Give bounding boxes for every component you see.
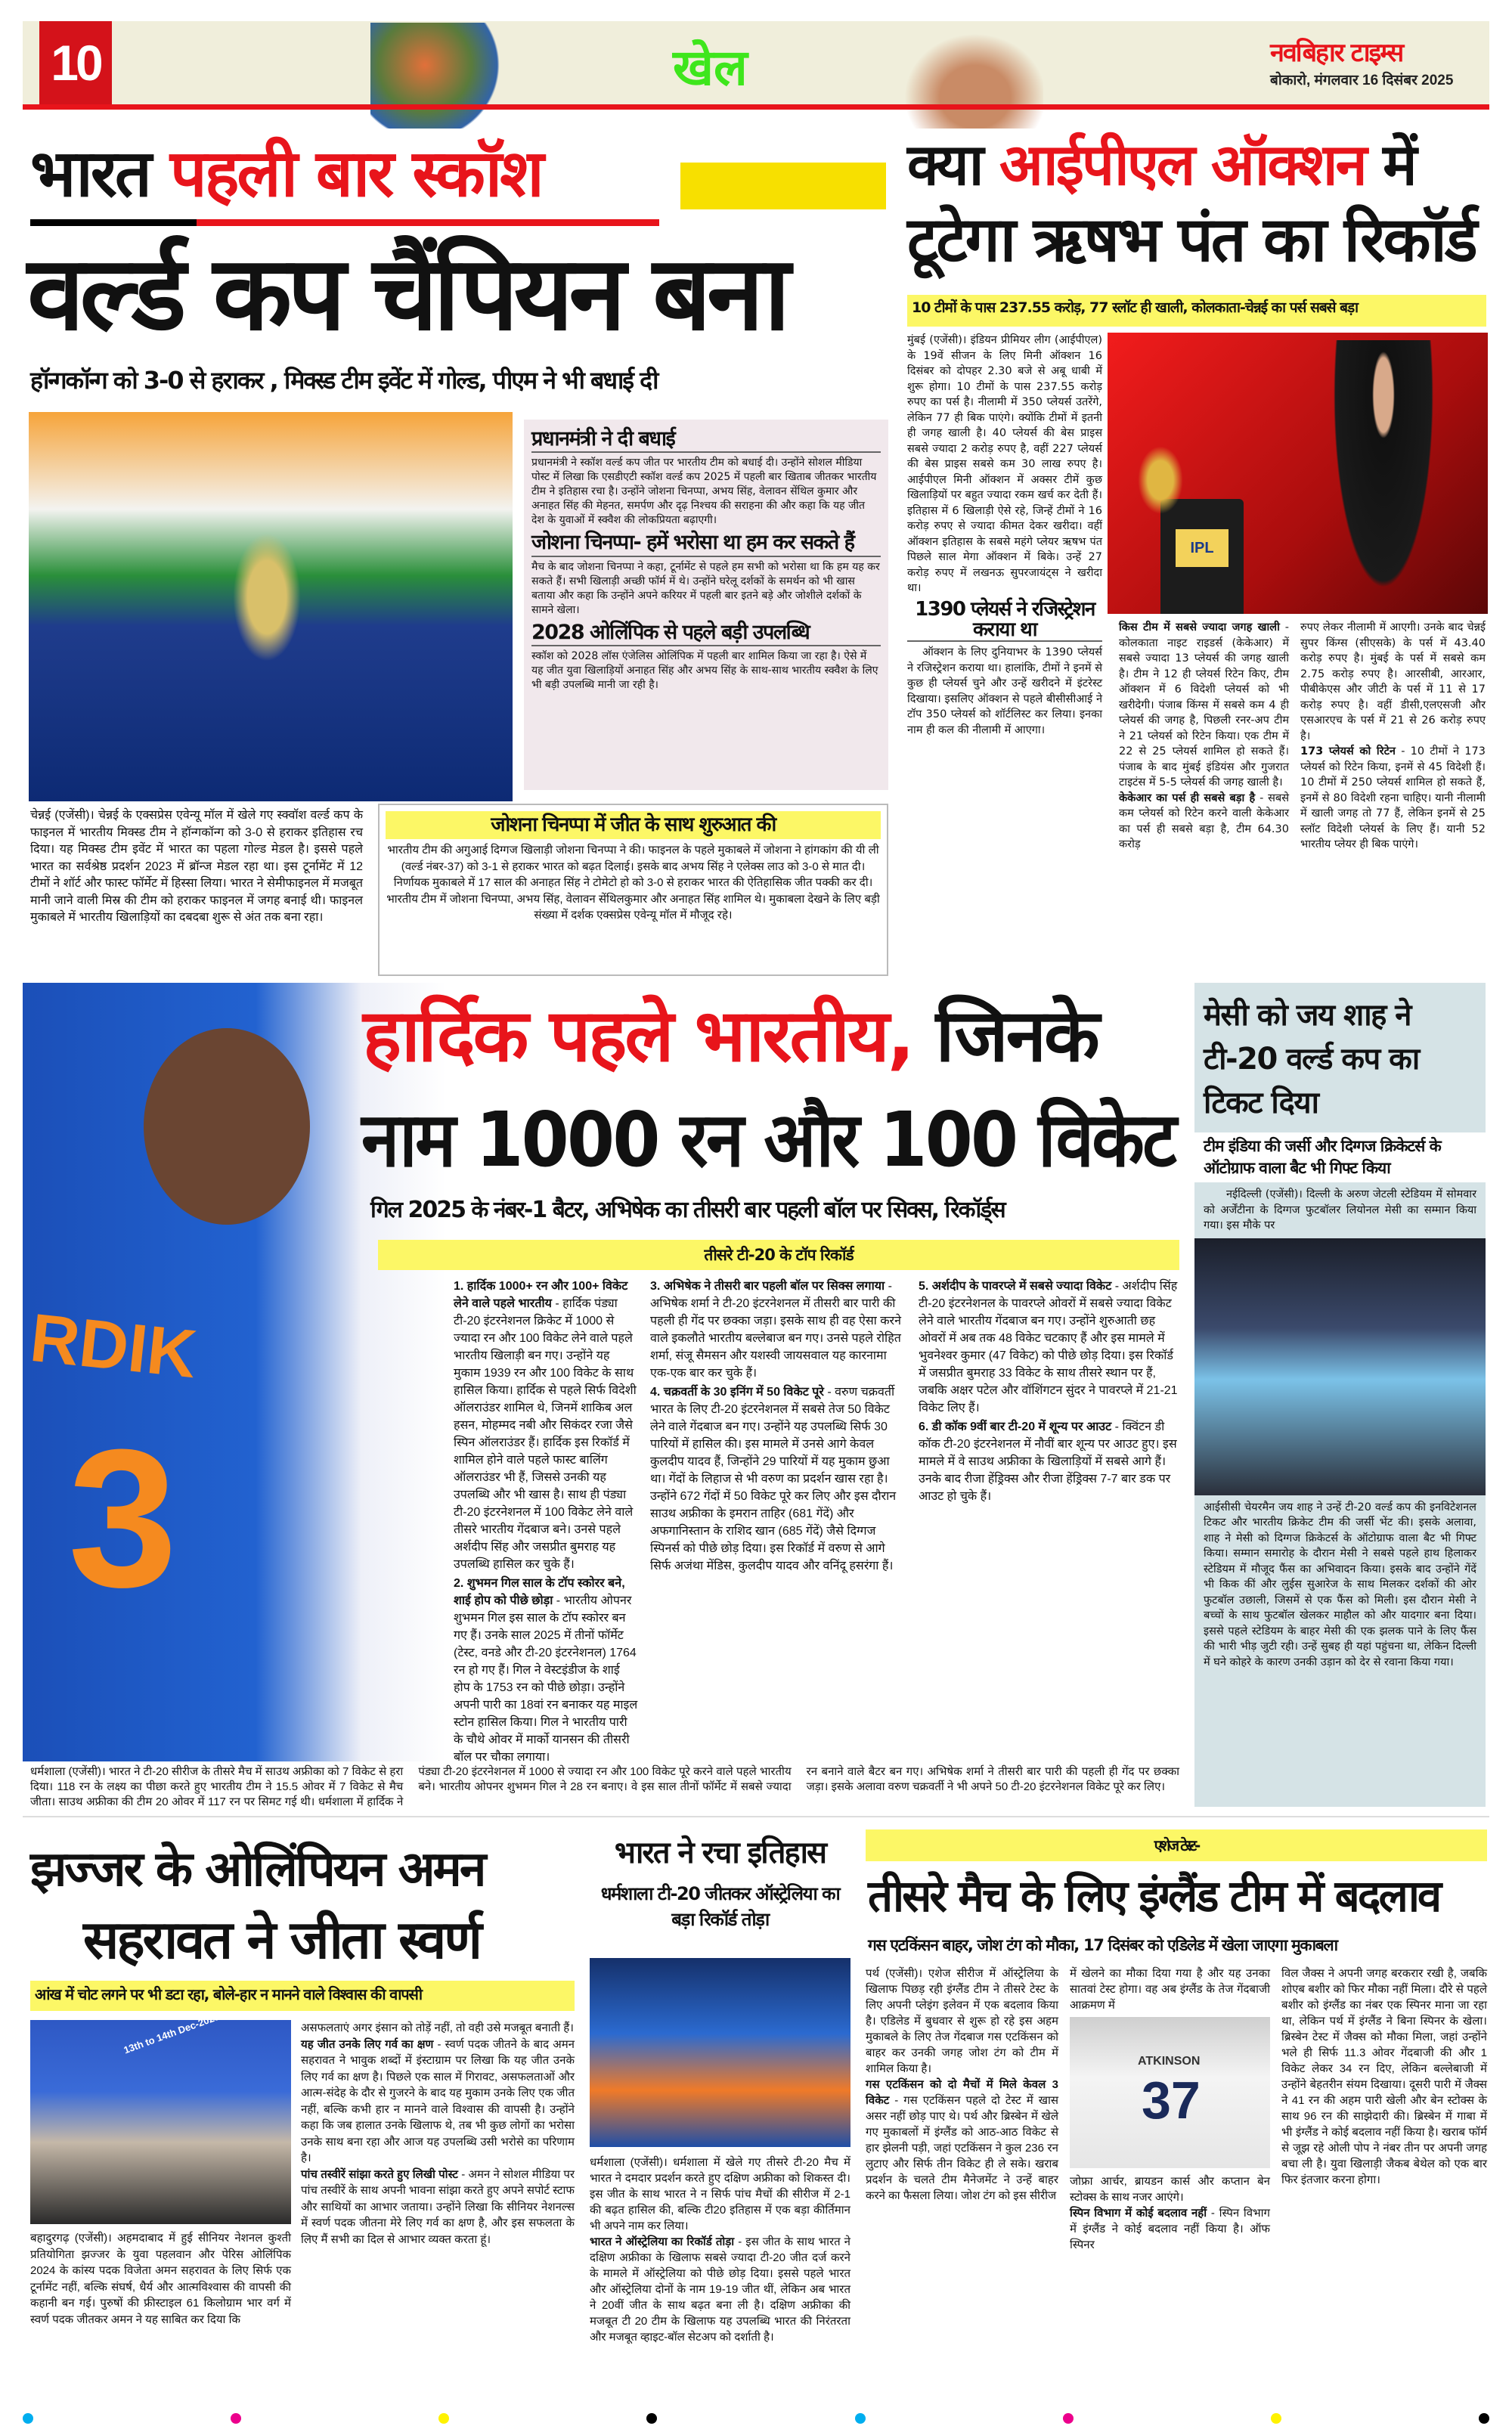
lead: 173 प्लेयर्स को रिटेन [1300,745,1396,758]
ipl-strap-text: 10 टीमों के पास 237.55 करोड़, 77 स्लॉट ही खाली, कोलकाता-चेन्नई का पर्स सबसे बड़ा [912,299,1359,316]
ipl-col1-subhead: 1390 प्लेयर्स ने रजिस्ट्रेशन कराया था [907,600,1102,643]
aman-body-b [301,2020,575,2393]
text: - अमन ने सोशल मीडिया पर पांच तस्वीरें के साथ अपनी भावना सांझा करते हुए अपने सपोर्ट स्टाफ और साथियों का आभार जताया। उन्होंने लिखा कि सीनियर नेशनल्स में स्वर्ण पदक जीतना मेरे लिए गर्व का क्षण है, और इस सफलता के लिए मैं सभी का दिल से आभार व्यक्त करता हूं। [301,2167,575,2246]
registration-dot [438,2413,449,2424]
messi-headline: मेसी को जय शाह ने टी-20 वर्ल्ड कप का टिकट दिया [1204,998,1419,1120]
hardik-subhead [370,1198,1183,1222]
player-head [144,1028,310,1225]
text: जोफ्रा आर्चर, ब्रायडन कार्स और कप्तान बेन स्टोक्स के साथ नजर आएंगे। [1070,2175,1270,2204]
aman-strap [30,1981,575,2011]
trophy-icon [1138,446,1183,514]
headline-part: भारत [30,136,150,212]
josna-box-title-text: जोशना चिनप्पा में जीत के साथ शुरुआत की [491,813,776,836]
headline-line: तीसरे मैच के लिए इंग्लैंड टीम में बदलाव [868,1870,1440,1922]
team-celebration-photo [590,1958,850,2147]
aman-body-a: बहादुरगढ़ (एजेंसी)। अहमदाबाद में हुई सीनियर नेशनल कुश्ती प्रतियोगिता झज्जर के युवा पहलवान और पेरिस ओलिंपिक 2024 के कांस्य पदक विजेता अमन सहरावत के लिए सिर्फ एक टूर्नामेंट नहीं, बल्कि संघर्ष, धैर्य और आत्मविश्वास की वापसी की कहानी बन गई। पुरुषों की फ्रीस्टाइल 61 किलोग्राम भार वर्ग में स्वर्ण पदक जीतकर अमन ने यह साबित कर दिया कि [30,2232,291,2326]
messi-box [1194,983,1486,1807]
record-item [454,1575,639,1766]
records-col2 [650,1278,907,1755]
record-item [650,1278,907,1382]
subhead-text: गस एटकिंसन बाहर, जोश टंग को मौका, 17 दिसंबर को एडिलेड में खेला जाएगा मुकाबला [868,1936,1337,1954]
josna-box-title [386,811,881,839]
text: - स्वर्ण पदक जीतने के बाद अमन सहरावत ने भावुक शब्दों में इंस्टाग्राम पर लिखा कि यह जीत उनके लिए गर्व का क्षण है। पिछले एक साल में गिरावट, असफलताओं और आत्म-संदेह के दौर से गुजरने के बाद यह मुकाम उनके लिए एक जीत नहीं, बल्कि कभी हार न मानने वाले विश्वास की वापसी है। उन्होंने कहा कि जब हालात उनके खिलाफ थे, तब भी कुछ लोगों का भरोसा उनके साथ बना रहा और आज यह उपलब्धि उसी भरोसे का परिणाम है। [301,2037,575,2164]
masthead [1270,34,1482,69]
registration-dot [231,2413,241,2424]
registration-marks [23,2413,1489,2424]
text: असफलताएं अगर इंसान को तोड़ें नहीं, तो वही उसे मजबूत बनाती हैं। [301,2022,574,2034]
section-divider [23,1816,1489,1817]
lead: स्पिन विभाग में कोई बदलाव नहीं [1070,2207,1207,2220]
headline-part: में [1383,131,1415,198]
josna-box-text: भारतीय टीम की अगुआई दिग्गज खिलाड़ी जोशना चिनप्पा ने की। फाइनल के पहले मुकाबले में जोशना ने हांगकांग की यी ली (वर्ल्ड नंबर-37) को 3-1 से हराकर भारत को बढ़त दिलाई। इसके बाद अभय सिंह ने एलेक्स लाउ को 3-0 से मात दी। निर्णायक मुकाबले में 17 साल की अनाहत सिंह ने टोमेटो हो को 3-0 से हराकर भारत की ऐतिहासिक जीत पक्की कर दी। भारतीय टीम में जोशना चिनप्पा, अभय सिंह, वेलावन सेंथिलकुमार और अनाहत सिंह शामिल थे। मुकाबला देखने के लिए बड़ी संख्या में दर्शक एक्सप्रेस एवेन्यू मॉल में मौजूद रहे। [386,844,880,922]
headline-line: सहरावत ने जीता स्वर्ण [83,1909,480,1971]
text: रुपए लेकर नीलामी में आएगी। उनके बाद चेन्नई सुपर किंग्स (सीएसके) के पर्स में 43.40 करोड़ रुपए है। मुंबई के पर्स में सबसे कम 2.75 करोड़ रुपए है। आरसीबी, आरआर, पीबीकेएस और जीटी के पर्स में 11 से 17 करोड़ रुपए है। वहीं डीसी,एलएसजी और एसआरएच के पर्स में 21 से 26 करोड़ रुपए है। [1300,621,1486,742]
messi-subhead: टीम इंडिया की जर्सी और दिग्गज क्रिकेटर्स के ऑटोग्राफ वाला बैट भी गिफ्ट किया [1194,1132,1486,1182]
headline-part-red: हार्दिक पहले भारतीय, [363,993,913,1078]
ashes-col2-bottom [1070,2173,1270,2396]
headline-accent-box [680,163,886,209]
ipl-headline-line2 [907,204,1486,276]
lead: 1. हार्दिक 1000+ रन और 100+ विकेट लेने वाले पहले भारतीय [454,1280,628,1310]
sidebar-title [531,429,881,453]
dharamshala-subhead: धर्मशाला टी-20 जीतकर ऑस्ट्रेलिया का बड़ा रिकॉर्ड तोड़ा [600,1883,840,1930]
hardik-headline-line2 [361,1095,1183,1184]
text: - वरुण चक्रवर्ती भारत के लिए टी-20 इंटरनेशनल में सबसे तेज 50 विकेट लेने वाले गेंदबाज बन गए। उन्होंने यह उपलब्धि सिर्फ 30 पारियों में हासिल की। इस मामले में उनसे आगे केवल कुलदीप यादव हैं, जिन्होंने 29 पारियों में यह मुकाम छुआ था। गेंदों के लिहाज से भी वरुण का प्रदर्शन खास रहा है। उन्होंने 672 गेंदों में 50 विकेट पूरे कर लिए और इस दौरान साउथ अफ्रीका के इमरान ताहिर (681 गेंदें) और अफगानिस्तान के राशिद खान (685 गेंदें) जैसे दिग्गज स्पिनर्स को पीछे छोड़ दिया। इस रिकॉर्ड में वरुण से आगे सिर्फ अजंथा मेंडिस, कुलदीप यादव और वनिंदू हसरंगा हैं। [650,1386,897,1572]
ipl-auctioneer-photo [1108,333,1488,614]
subhead-text: हॉन्गकॉन्ग को 3-0 से हराकर , मिक्स्ड टीम इवेंट में गोल्ड, पीएम ने भी बधाई दी [30,366,658,395]
records-col1 [454,1278,639,1764]
lead: 6. डी कॉक 9वीं बार टी-20 में शून्य पर आउट [919,1421,1112,1433]
lead: 3. अभिषेक ने तीसरी बार पहली बॉल पर सिक्स लगाया [650,1280,885,1293]
aman-strap-text: आंख में चोट लगने पर भी डटा रहा, बोले-हार न मानने वाले विश्वास की वापसी [35,1985,422,2003]
text: - स्पिन विभाग में इंग्लैंड ने कोई बदलाव नहीं किया है। ऑफ स्पिनर [1070,2207,1271,2251]
ashes-headline [868,1870,1486,1922]
messi-jersey-photo [1194,1238,1486,1495]
atkinson-photo [1070,2017,1270,2168]
text: - हार्दिक पंड्या टी-20 इंटरनेशनल क्रिकेट में 1000 से ज्यादा रन और 100 विकेट लेने वाले पहले भारतीय खिलाड़ी बन गए। उन्होंने यह मुकाम 1939 रन और 100 विकेट के साथ हासिल किया। हार्दिक से पहले सिर्फ विदेशी ऑलराउंडर शामिल थे, जिनमें शाकिब अल हसन, मोहम्मद नबी और सिकंदर रजा जैसे स्पिन ऑलराउंडर हैं। हार्दिक इस रिकॉर्ड में शामिल होने वाले पहले फास्ट बालिंग ऑलराउंडर भी हैं, जिससे उनकी यह उपलब्धि और भी खास है। साथ ही पंड्या टी-20 इंटरनेशनल में 100 विकेट लेने वाले तीसरे भारतीय गेंदबाज बने। उनसे पहले अर्शदीप सिंह और जसप्रीत बुमराह यह उपलब्धि हासिल कर चुके हैं। [454,1297,637,1571]
headline-part-red: पहली बार स्कॉश [169,136,542,212]
ashes-subhead [868,1937,1486,1953]
ipl-col1 [907,333,1102,975]
text: - भारतीय ओपनर शुभमन गिल इस साल के टॉप स्कोरर बन गए हैं। उनके साल 2025 में तीनों फॉर्मेट (टेस्ट, वनडे और टी-20 इंटरनेशनल) 1764 रन हो गए हैं। गिल ने वेस्टइंडीज के शाई होप के 1753 रन को पीछे छोड़ा। उन्होंने अपनी पारी का 18वां रन बनाकर यह माइल स्टोन हासिल किया। गिल ने भारतीय पारी के चौथे ओवर में मार्को यानसन की तीसरी बॉल पर चौका लगाया। [454,1594,638,1764]
event-banner: 13th to 14th Dec-2025 [122,2010,222,2056]
text: - सबसे कम प्लेयर्स को रिटेन करने वाली केकेआर का पर्स ही सबसे बड़ा है, टीम 64.30 करोड़ [1119,792,1289,850]
lead: 2. शुभमन गिल साल के टॉप स्कोरर बने, शाई होप को पीछे छोड़ा [454,1577,625,1607]
lead: यह जीत उनके लिए गर्व का क्षण [301,2037,434,2051]
headline-line: वर्ल्ड कप चैंपियन बना [27,234,786,354]
text: - अर्शदीप सिंह टी-20 इंटरनेशनल के पावरप्ले ओवरों में सबसे ज्यादा विकेट लेने वाले भारतीय गेंदबाज बन गए। उन्होंने शुरुआती छह ओवरों में अब तक 48 विकेट चटकाए हैं और इस मामले में भुवनेश्वर कुमार (47 विकेट) को पीछे छोड़ दिया। इस रिकॉर्ड में जसप्रीत बुमराह 33 विकेट के साथ तीसरे स्थान पर हैं, जबकि अक्षर पटेल और वॉशिंगटन सुंदर ने पावरप्ले में 21-21 विकेट लिए हैं। [919,1280,1178,1414]
squash-body: चेन्नई (एजेंसी)। चेन्नई के एक्सप्रेस एवेन्यू मॉल में खेले गए स्क्वॉश वर्ल्ड कप के फाइनल में भारतीय मिक्स्ड टीम ने हॉन्गकॉन्ग को 3-0 से हराकर इतिहास रच दिया। यह मिक्स्ड टीम इवेंट में भारत का पहला गोल्ड मेडल है। इससे पहले भारत का सर्वश्रेष्ठ प्रदर्शन 2023 में ब्रॉन्ज मेडल रहा था। इस टूर्नामेंट में 12 टीमों ने शॉर्ट और फास्ट फॉर्मेट में हिस्सा लिया। भारत ने सेमीफाइनल में मजबूत मानी जाने वाली मिस्र की टीम को हराकर फाइनल में जगह बनाई थी। फाइनल मुकाबले में भारतीय खिलाड़ियों का दबदबा शुरू से अंत तक बना रहा। [30,809,363,924]
dharamshala-body [590,2155,850,2393]
aman-headline-line2 [83,1909,575,1971]
header-rule [23,104,1489,110]
squash-team-trophy-photo [29,412,513,801]
josna-box [378,804,888,976]
headline-line [363,993,1098,1078]
hardik-headline-line1 [363,993,1183,1078]
records-col3 [919,1278,1179,1755]
hardik-bottom-text: धर्मशाला (एजेंसी)। भारत ने टी-20 सीरीज के तीसरे मैच में साउथ अफ्रीका को 7 विकेट से हरा दिया। 118 रन के लक्ष्य का पीछा करते हुए भारतीय टीम ने 15.5 ओवर में 7 विकेट से मैच जीता। साउथ अफ्रीका की टीम 20 ओवर में 117 रन पर सिमट गई थी। धर्मशाला में हार्दिक ने पंड्या टी-20 इंटरनेशनल में 1000 से ज्यादा रन और 100 विकेट पूरे करने वाले पहले भारतीय बने। भारतीय ओपनर शुभमन गिल ने 28 रन बनाए। वे इस साल तीनों फॉर्मेट में सबसे ज्यादा रन बनाने वाले बैटर बन गए। अभिषेक शर्मा ने तीसरी बार पारी की पहली ही गेंद पर छक्का जड़ा। इसके अलावा वरुण चक्रवर्ती ने भी अपने 50 टी-20 इंटरनेशनल विकेट पूरे कर लिए। [30,1765,1179,1808]
text: - क्विंटन डी कॉक टी-20 इंटरनेशनल में नौवीं बार शून्य पर आउट हुए। इस मामले में वे साउथ अफ्रीका के खिलाड़ियों में सबसे आगे हैं। उनके बाद रीजा हेंड्रिक्स और रीजा हेंड्रिक्स 7-7 बार डक पर आउट हो चुके हैं। [919,1421,1177,1503]
registration-dot [1063,2413,1074,2424]
ipl-headline-line1 [907,131,1486,198]
lead: किस टीम में सबसे ज्यादा जगह खाली [1119,621,1280,634]
messi-body-1: नईदिल्ली (एजेंसी)। दिल्ली के अरुण जेटली स्टेडियम में सोमवार को अर्जेंटीना के दिग्गज फुटबॉलर लियोनल मेसी का सम्मान किया गया। इस मौके पर [1204,1188,1476,1232]
jersey-name: ATKINSON [1138,2055,1201,2068]
sidebar-text: प्रधानमंत्री ने स्कॉश वर्ल्ड कप जीत पर भारतीय टीम को बधाई दी। उन्होंने सोशल मीडिया पोस्ट में लिखा कि एसडीएटी स्कॉश वर्ल्ड कप 2025 में पहली बार खिताब जीतकर भारतीय टीम ने इतिहास रचा है। उन्होंने जोशना चिनप्पा, अभय सिंह, वेलावन सेंथिल कुमार और अनाहत सिंह की मेहनत, समर्पण और दृढ़ निश्चय की सराहना की और कहा कि यह जीत देश के युवाओं में स्क्वैश की लोकप्रियता बढ़ाएगी। [531,457,877,527]
aman-headline-line1 [30,1842,575,1898]
ipl-strap [907,295,1486,327]
record-item [919,1278,1179,1417]
headline-line: भारत ने रचा इतिहास [614,1836,826,1870]
record-item [454,1278,639,1573]
registration-dot [1271,2413,1281,2424]
jersey-name: RDIK [26,1300,200,1393]
masthead-text: नवबिहार टाइम्स [1270,38,1403,68]
lead: 5. अर्शदीप के पावरप्ले में सबसे ज्यादा विकेट [919,1280,1112,1293]
ashes-col1 [866,1966,1058,2394]
dharamshala-headline [590,1837,850,1869]
headline-underline [30,219,197,226]
aman-medal-photo [30,2010,291,2224]
ipl-col1-text [907,333,1102,596]
sidebar-title-text: प्रधानमंत्री ने दी बधाई [531,427,675,451]
ashes-kicker: एशेज टेस्ट- [866,1829,1487,1861]
headline-underline-red [197,219,659,226]
auctioneer [1327,340,1440,614]
record-item [650,1383,907,1575]
squash-headline-line1 [30,136,673,212]
registration-dot [1479,2413,1489,2424]
jersey-number: 37 [1142,2071,1201,2130]
headline-line: झज्जर के ओलिंपियन अमन [30,1842,485,1898]
state-map-collage-image [370,23,507,129]
headline-part-red: आईपीएल ऑक्शन [999,131,1365,198]
text: - अभिषेक शर्मा ने टी-20 इंटरनेशनल में तीसरी बार पारी की पहली ही गेंद पर छक्का जड़ा। इसके साथ ही वह ऐसा करने वाले इकलौते भारतीय बल्लेबाज बन गए। उनसे पहले रोहित शर्मा, संजू सैमसन और यशस्वी जायसवाल यह कारनामा एक-एक बार कर चुके हैं। [650,1280,901,1380]
ipl-logo: IPL [1176,529,1228,567]
ipl-col3 [1300,620,1486,975]
sidebar-text: मैच के बाद जोशना चिनप्पा ने कहा, टूर्नामेंट से पहले हम सभी को भरोसा था कि हम यह कर सकते हैं। सभी खिलाड़ी अच्छी फॉर्म में थे। उन्होंने घरेलू दर्शकों के समर्थन को भी खास बताया और कहा कि उन्होंने अपने करियर में पहली बार इतने बड़े और जोशीले दर्शकों के सामने खेला। [531,560,880,616]
text: मुंबई (एजेंसी)। इंडियन प्रीमियर लीग (आईपीएल) के 19वें सीजन के लिए मिनी ऑक्शन 16 दिसंबर को दोपहर 2.30 बजे से अबू धाबी में शुरू होगा। 10 टीमों के पास 237.55 करोड़ रुपए का पर्स है। नीलामी में 350 प्लेयर्स उतरेंगे, लेकिन 77 ही बिक पाएंगे। क्योंकि टीमों में इतनी ही जगह खाली है। 40 प्लेयर्स की बेस प्राइस सबसे ज्यादा 2 करोड़ रुपए है, वहीं 227 प्लेयर्स की बेस प्राइस सबसे कम 30 लाख रुपए है। आईपीएल मिनी ऑक्शन में अक्सर टीमें कुछ खिलाड़ियों पर बहुत ज्यादा रकम खर्च कर देती हैं। इतिहास में 6 खिलाड़ी ऐसे रहे, जिन्हें टीमों ने 16 करोड़ रुपए से ज्यादा कीमत देकर खरीदा। वहीं ऑक्शन इतिहास के सबसे महंगे प्लेयर ऋषभ पंत पिछले साल मेगा ऑक्शन में बिके। उन्हें 27 करोड़ रुपए में लखनऊ सुपरजायंट्स ने खरीदा था। [907,334,1102,594]
text: - गस एटकिंसन पहले दो टेस्ट में खास असर नहीं छोड़ पाए थे। पर्थ और ब्रिस्बेन में खेले गए मुकाबलों में इंग्लैंड को आठ-आठ विकेट से हार झेलनी पड़ी, जहां एटकिंसन ने कुल 236 रन लुटाए और सिर्फ तीन विकेट ही ले सके। खराब प्रदर्शन के चलते टीम मैनेजमेंट ने उन्हें बाहर करने का फैसला लिया। जोश टंग को इस सीरीज [866,2094,1058,2202]
page-header [23,21,1489,104]
lead: पांच तस्वीरें सांझा करते हुए लिखी पोस्ट [301,2167,458,2181]
lead: गस एटकिंसन को दो मैचों में मिले केवल 3 विकेट [866,2078,1058,2107]
headline-part: जिनके [935,993,1098,1078]
page-number: 10 [39,21,112,104]
squash-sidebar [524,420,888,790]
lead: 4. चक्रवर्ती के 30 इनिंग में 50 विकेट पूरे [650,1386,824,1399]
text: - 10 टीमों ने 173 प्लेयर्स को रिटेन किया, इनमें से 45 विदेशी हैं। 10 टीमों में 250 प्लेयर्स शामिल हो सकते हैं, इनमें से 80 विदेशी रहना चाहिए। यानी नीलामी में खाली जगह तो 77 हैं, लेकिन इनमें से 25 स्लॉट विदेशी प्लेयर्स के लिए हैं। यानी 52 भारतीय प्लेयर ही बिक पाएंगे। [1300,745,1486,850]
lead: भारत ने ऑस्ट्रेलिया का रिकॉर्ड तोड़ा [590,2235,735,2248]
headline-part: क्या [907,131,982,198]
headline-line [30,136,542,212]
registration-dot [855,2413,866,2424]
record-item [919,1418,1179,1505]
ashes-col2-top: में खेलने का मौका दिया गया है और यह उनका सातवां टेस्ट होगा। वह अब इंग्लैंड के तेज गेंदबाजी आक्रमण में [1070,1967,1270,2012]
registration-dot [646,2413,657,2424]
records-title: तीसरे टी-20 के टॉप रिकॉर्ड [378,1240,1179,1270]
text: - कोलकाता नाइट राइडर्स (केकेआर) में सबसे ज्यादा 13 प्लेयर्स की जगह खाली है। टीम ने 12 ही प्लेयर्स रिटेन किए, टीम ऑक्शन में 6 विदेशी प्लेयर्स को भी खरीदेगी। पंजाब किंग्स में सबसे कम 4 ही प्लेयर्स की जगह है, पिछली रनर-अप टीम ने 21 प्लेयर्स को रिटेन किया। एक टीम में 22 से 25 प्लेयर्स शामिल हो सकते हैं। पंजाब के बाद मुंबई इंडियंस और गुजरात टाइटंस में 5-5 प्लेयर्स की जगह खाली है। [1119,621,1290,788]
sidebar-title-text: जोशना चिनप्पा- हमें भरोसा था हम कर सकते हैं [531,531,854,555]
headline-line: नाम 1000 रन और 100 विकेट [361,1095,1176,1184]
sidebar-title [531,532,881,556]
dateline [1270,70,1482,89]
trophy-icon [233,533,301,661]
dateline-text: बोकारो, मंगलवार 16 दिसंबर 2025 [1270,73,1454,88]
text: धर्मशाला (एजेंसी)। धर्मशाला में खेले गए तीसरे टी-20 मैच में भारत ने दमदार प्रदर्शन करते हुए दक्षिण अफ्रीका को शिकस्त दी। इस जीत के साथ भारत ने न सिर्फ पांच मैचों की सीरीज में 2-1 की बढ़त हासिल की, बल्कि टी20 इतिहास में एक बड़ा कीर्तिमान भी अपने नाम कर लिया। [590,2156,850,2232]
sidebar-title-text: 2028 ओलिंपिक से पहले बड़ी उपलब्धि [531,620,810,644]
sidebar-text: स्कॉश को 2028 लॉस एंजेलिस ओलिंपिक में पहली बार शामिल किया जा रहा है। ऐसे में यह जीत युवा खिलाड़ियों अनाहत सिंह और अभय सिंह के साथ-साथ भारतीय स्क्वैश के लिए भी बड़ी उपलब्धि मानी जा रही है। [531,650,878,692]
subhead-text: गिल 2025 के नंबर-1 बैटर, अभिषेक का तीसरी बार पहली बॉल पर सिक्स, रिकॉर्ड्स [370,1197,1005,1223]
ipl-col1-text-b: ऑक्शन के लिए दुनियाभर के 1390 प्लेयर्स ने रजिस्ट्रेशन कराया था। हालांकि, टीमों ने इनमें से कुछ ही प्लेयर्स चुने और उन्हें खरीदने में इंटरेस्ट दिखाया। इसलिए ऑक्शन से पहले बीसीसीआई ने टॉप 350 प्लेयर्स को शॉर्टलिस्ट कर लिया। इनका नाम ही कल की नीलामी में आएगा। [907,646,1102,736]
text: पर्थ (एजेंसी)। एशेज सीरीज में ऑस्ट्रेलिया के खिलाफ पिछड़ रही इंग्लैंड टीम ने तीसरे टेस्ट के लिए अपनी प्लेइंग इलेवन में एक बदलाव किया है। एडिलेड में बुधवार से शुरू हो रहे इस अहम मुकाबले के लिए तेज गेंदबाज गस एटकिंसन को बाहर कर उनकी जगह जोश टंग को टीम में शामिल किया है। [866,1967,1058,2075]
squash-subhead [30,368,888,394]
statue-image [892,23,1043,129]
squash-headline-line2 [27,234,889,354]
messi-body-2: आईसीसी चेयरमैन जय शाह ने उन्हें टी-20 वर्ल्ड कप की इनविटेशनल टिकट और भारतीय क्रिकेट टीम की जर्सी भेंट की। इसके अलावा, शाह ने मेसी को दिग्गज क्रिकेटर्स के ऑटोग्राफ वाला बैट भी गिफ्ट किया। सम्मान समारोह के दौरान मेसी ने सबसे पहले हाथ हिलाकर स्टेडियम में मौजूद फैंस का अभिवादन किया। इसके बाद उन्होंने गेंदें भी किक कीं और लुईस सुआरेज के साथ मिलकर दर्शकों की ओर फुटबॉल उछाली, जिसमें से एक फैंस को मिली। इस दौरान मेसी ने बच्चों के साथ फुटबॉल खेलकर माहौल को और यादगार बना दिया। इससे पहले स्टेडियम के बाहर मेसी की एक झलक पाने के लिए फैंस की भारी भीड़ जुटी रही। उन्हें सुबह ही यहां पहुंचना था, लेकिन दिल्ली में घने कोहरे के कारण उनकी उड़ान को देर से रवाना किया गया। [1204,1501,1476,1668]
headline-line [907,131,1415,198]
lead: केकेआर का पर्स ही सबसे बड़ा है [1119,792,1256,804]
ipl-col2 [1119,620,1289,975]
jersey-number: 3 [68,1409,178,1628]
ashes-col3: विल जैक्स ने अपनी जगह बरकरार रखी है, जबकि शोएब बशीर को फिर मौका नहीं मिला। दौरे से पहले बशीर को इंग्लैंड का नंबर एक स्पिनर माना जा रहा था, लेकिन पर्थ में इंग्लैंड ने बिना स्पिनर के खेला। ब्रिस्बेन टेस्ट में जैक्स को मौका मिला, जहां उन्होंने भले ही सिर्फ 11.3 ओवर गेंदबाजी की और 1 विकेट लेकर 34 रन दिए, लेकिन बल्लेबाजी में उन्होंने बेहतरीन संयम दिखाया। दूसरी पारी में जैक्स ने 41 रन की अहम पारी खेली और बेन स्टोक्स के साथ 96 रन की साझेदारी की। ब्रिस्बेन में गाबा में भी इंग्लैंड ने कोई बदलाव नहीं किया है। खराब फॉर्म से जूझ रहे ओली पोप ने नंबर तीन पर अपनी जगह बचा ली है। युवा खिलाड़ी जैकब बेथेल को एक बार फिर इंतजार करना होगा। [1281,1967,1487,2186]
section-title: खेल [673,39,748,97]
text: - इस जीत के साथ भारत ने दक्षिण अफ्रीका के खिलाफ सबसे ज्यादा टी-20 जीत दर्ज करने के मामले में ऑस्ट्रेलिया को पीछे छोड़ दिया। इससे पहले भारत और ऑस्ट्रेलिया दोनों के नाम 19-19 जीत थीं, लेकिन अब भारत ने 20वीं जीत के साथ बढ़त बना ली है। दक्षिण अफ्रीका की मजबूत टी 20 टीम के खिलाफ यह उपलब्धि भारत की निरंतरता और मजबूत व्हाइट-बॉल सेटअप को दर्शाती है। [590,2235,851,2344]
headline-line: टूटेगा ऋषभ पंत का रिकॉर्ड [907,204,1476,276]
registration-dot [23,2413,33,2424]
sidebar-title [531,622,881,646]
